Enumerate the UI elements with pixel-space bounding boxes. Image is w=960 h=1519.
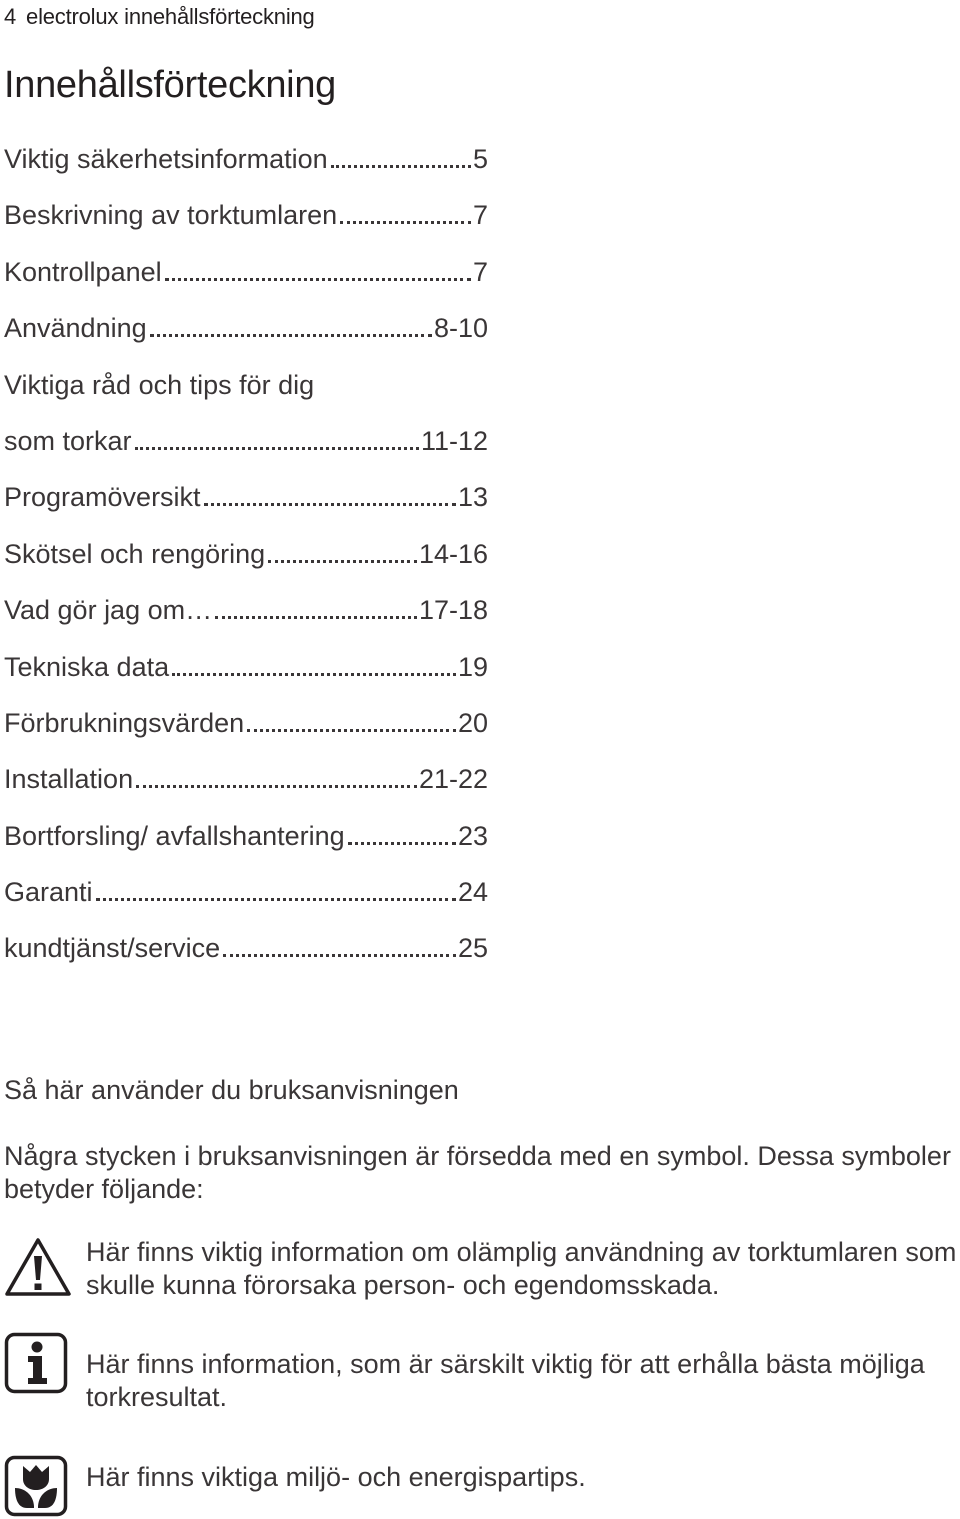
toc-entry-label: som torkar [4,425,132,456]
toc-entry-page: 21-22 [418,764,488,795]
toc-leader-dots [136,785,417,788]
toc-entry-label: Beskrivning av torktumlaren [4,200,338,231]
toc-entry-page: 13 [457,482,488,513]
environment-symbol-text: Här finns viktiga miljö- och energispartips. [86,1462,586,1492]
info-symbol-text: Här finns information, som är särskilt viktig för att erhålla bästa möjliga torkresultat. [86,1349,925,1412]
warning-triangle-icon [4,1236,72,1298]
toc-entry [4,482,488,538]
toc-entry [4,595,488,651]
toc-entry-page: 24 [457,877,488,908]
toc-entry [4,708,488,764]
toc-entry [4,652,488,708]
page-title: Innehållsförteckning [4,64,336,106]
toc-leader-dots [247,729,456,732]
page-number: 4 [4,4,17,29]
toc-entry-page: 25 [457,933,488,964]
header-brand: electrolux [26,4,119,29]
usage-intro: Några stycken i bruksanvisningen är försedda med en symbol. Dessa symboler betyder följande: [4,1141,951,1204]
toc-leader-dots [172,673,456,676]
toc-entry-page: 5 [472,144,488,174]
toc-entry [4,200,488,256]
toc-entry-label: Kontrollpanel [4,256,162,287]
toc-entry-label: Bortforsling/ avfallshantering [4,820,345,851]
page-header [4,4,315,30]
toc-entry-page: 17-18 [418,595,488,626]
toc-entry-page: 14-16 [418,538,488,569]
toc-entry-page: 7 [472,200,488,231]
toc-entry-page: 20 [457,707,488,738]
toc-entry [4,257,488,313]
toc-leader-dots [135,447,419,450]
toc-entry-label: Viktiga råd och tips för dig [4,369,315,400]
toc-leader-dots [348,842,456,845]
toc-entry-label: kundtjänst/service [4,933,221,964]
toc-leader-dots [268,560,417,563]
toc-leader-dots [150,334,432,337]
toc-entry-page: 11-12 [420,425,488,456]
toc-entry-page: 19 [457,651,488,682]
usage-heading: Så här använder du bruksanvisningen [4,1075,459,1105]
toc-entry [4,370,488,426]
toc-entry-label: Tekniska data [4,651,170,682]
info-icon [4,1332,68,1394]
header-section: innehållsförteckning [124,4,315,29]
toc-leader-dots [223,954,456,957]
toc-entry-page: 8-10 [433,313,488,344]
toc-leader-dots [165,278,471,281]
toc-entry [4,539,488,595]
toc-entry [4,313,488,369]
toc-entry-label: Användning [4,313,147,344]
toc-entry-page: 23 [457,820,488,851]
toc-entry-label: Förbrukningsvärden [4,707,245,738]
toc-leader-dots [215,616,417,619]
toc-leader-dots [204,503,456,506]
environment-tulip-icon [4,1455,68,1517]
toc-entry-page: 7 [472,256,488,287]
toc-entry [4,877,488,933]
warning-symbol-text: Här finns viktig information om olämplig användning av torktumlaren som skulle kunna förorsaka person- och egendomsskada. [86,1237,957,1300]
toc-entry-label: Vad gör jag om… [4,595,213,626]
toc-entry [4,933,488,989]
toc-entry [4,144,488,200]
toc-entry [4,821,488,877]
toc-entry-label: Garanti [4,877,93,908]
toc-leader-dots [96,898,456,901]
toc-entry-label: Skötsel och rengöring [4,538,266,569]
toc-leader-dots [331,165,471,168]
toc-entry [4,426,488,482]
toc-entry-label: Viktig säkerhetsinformation [4,144,328,174]
table-of-contents [4,144,488,990]
toc-leader-dots [340,221,471,224]
toc-entry [4,764,488,820]
toc-entry-label: Programöversikt [4,482,201,513]
toc-entry-label: Installation [4,764,134,795]
